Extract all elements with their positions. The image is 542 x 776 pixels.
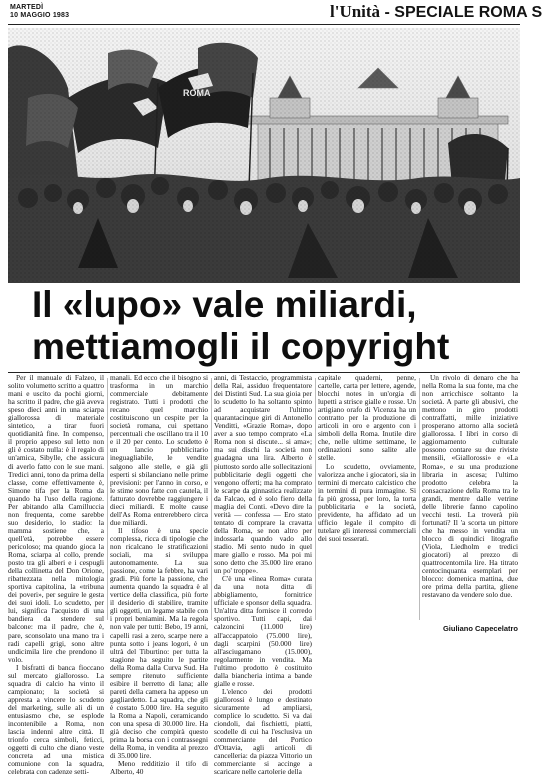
paragraph: anni, di Testaccio, programmista della Rai, assiduo frequentatore dei Distinti Sud. La sua gioia per lo scudetto lo ha soltanto spinto ad acquistare l'ultimo quarantacinque giri di Antonello Venditti, «Grazie Roma», dopo aver a suo tempo comprato «La Roma non si discute... si ama»; ma sui dischi la società non guadagna una lira. Alberto è piuttosto sordo alle sollecitazioni pubblicitarie degli oggetti che vengono offerti; ma ha comprato le scarpe da ginnastica realizzate da Falcao, ed è solo fiero della maglia dei Conti. «Devo dire la verità — confessa — Ero stato tentato di comprare la cravatta della Roma, se non altro per indossarla quando vado allo stadio. Mi sento nudo in quel mare giallo e rosso. Ma poi mi sono detto che 35.000 lire erano un po' troppe».	[214, 373, 312, 576]
column-divider	[419, 378, 420, 620]
column-divider	[211, 378, 212, 620]
paragraph: Un rivolo di denaro che ha nella Roma la sua fonte, ma che non arricchisce soltanto la società. A parte gli abusivi, che mettono in giro prodotti contraffatti, mille iniziative prosperano attorno alla società giallorossa. I libri in corso di aggiornamento culturale possono contare su due riviste mensili, «Giallorossi» e «La Roma», e su una produzione libraria in ascesa; l'ultimo prodotto celebra la consacrazione della Roma tra le grandi, mentre dalle vetrine delle librerie fanno capolino vecchi testi. La troverà più fortunati? Il 'a scorta un pittore che ha messo in vendita un blocco di quindici litografie (Viola, Liedholm e tredici giocatori) al prezzo di quattrocentomila lire. Ha titrato centocinquanta esemplari per blocco: domenica mattina, due ore prima della partita, gliene restavano da vendere solo due.	[422, 373, 518, 600]
masthead	[330, 2, 542, 23]
column-divider	[315, 378, 316, 620]
author-byline: Giuliano Capecelatro	[442, 624, 518, 633]
paragraph: C'è una «linea Roma» curata da una nota ditta di abbigliamento, fornitrice ufficiale e sponsor della squadra. Un'altra ditta fornisce il corredo sportivo. Tutti capi, dai calzoncini (11.000 lire) all'accappatoio (75.000 lire), dagli scarpini (50.000 lire) all'asciugamano (15.000), regolarmente in vendita. Ma l'ultimo prodotto è costituito dalla biancheria intima a bande gialle e rosse.	[214, 574, 312, 688]
paragraph: manali. Ed ecco che il bisogno si trasforma in un marchio commerciale debitamente registrato. Tutti i prodotti che recano quel marchio costituiscono un cespite per la società romana, cui spettano percentuali che oscillano tra il 10 e il 20 per cento. Lo scudetto è un lancio pubblicitario ineguagliabile, le vendite salgono alle stelle, e già gli esperti si sbilanciano nelle prime previsioni: per l'anno in corso, e le stime sono fatte con cautela, il fatturato dovrebbe raggiungere i dieci miliardi. E molte cause dell'As Roma entrerebbero circa due miliardi.	[110, 373, 208, 527]
fans-celebration-photo	[8, 28, 520, 283]
column-divider	[107, 378, 108, 620]
issue-full-date: 10 MAGGIO 1983	[10, 12, 70, 19]
article-column-2	[110, 373, 208, 776]
section-title: - SPECIALE ROMA S	[384, 4, 542, 21]
article-column-5	[422, 374, 518, 622]
paragraph: L'elenco dei prodotti giallorossi è lungo e destinato sicuramente ad ampliarsi, complice lo scudetto. Si va dai ciondoli, dai fischietti, piatti, scodelle di cui ha l'esclusiva un commerciante del Portico d'Ottavia, agli articoli di cancelleria: da piazza Vittorio un commerciante si accinge a scaricare nelle cartolerie della	[214, 686, 312, 776]
paragraph: Lo scudetto, ovviamente, valorizza anche i giocatori, sia in termini di mercato calcistico che in termini di pura immagine. Si fa più grossa, per loro, la torta pubblicitaria e la società, previdente, ha affidato ad un ufficio legale il compito di tutelare gli interessi commerciali dei suoi tesserati.	[318, 461, 416, 543]
masthead-rule	[8, 24, 520, 25]
paragraph: Meno redditizio il tifo di Alberto, 40	[110, 759, 208, 776]
paragraph: Per il manuale di Falzeo, il solito volumetto scritto a quattro mani e uscito da pochi giorni, ha scritto il padre, che già aveva speso dieci anni in una sciarpa giallorossa di materiale sintetico, a tirar fuori quotidianità fine. In compenso, il proprio appeso sul letto non gli è costato nulla: è il regalo di un'amica, Sibylle, che assicura di averlo fatto con le sue mani. Tredici anni, tono da prima della classe, come effettivamente è, Simone tifa per la Roma da quando ha l'uso della ragione. Per abitando alla Camilluccia non frequenta, come sarebbe suo desiderio, lo stadio: la mamma sostiene che, a quell'età, potrebbe essere pericoloso; ma quando gioca la Roma, sciarpa al collo, prende posto tra gli alberi e i cespugli della collinetta del Don Orione, ribattezzata nella mitologia sportiva capitolina, la «tribuna dei poveri», per seguire le gesta dei suoi idoli. Lo scudetto, per lui, significa l'acquisto di una bandiera da stendere sul balcone: ma il padre, che è, pare, sconsolato una mano tra i radi capelli grigi, sono altre undicimila lire che prendono il volo.	[8, 373, 104, 664]
paragraph: capitale quaderni, penne, cartelle, carta per lettere, agende, blocchi notes in un'orgia di lupetti a strisce gialle e rosse. Un artigiano orafo di Vicenza ha un contratto per la produzione di articoli in oro e argento con i simboli della Roma. Inutile dire che, nelle ultime settimane, le ordinazioni sono salite alle stelle.	[318, 373, 416, 463]
article-column-4	[318, 374, 416, 622]
headline-line-2: mettiamogli il copyright	[32, 326, 450, 367]
article-column-1	[8, 373, 104, 776]
paragraph: I bisfratti di banca fioccano sul mercato giallorosso. La squadra di calcio ha vinto il campionato; la società si appresta a vincere lo scudetto del marketing, sulle ali di un entusiasmo che, se esplode incontenibile a Roma, non lascia indenni altre città. Il trionfo cerca simboli, feticci, oggetti di culto che diano veste concreta ad una mistica comunione con la squadra, celebrata con cadenze setti-	[8, 662, 104, 776]
headline-line-1: Il «lupo» vale miliardi,	[32, 284, 417, 325]
issue-date	[10, 4, 69, 20]
article-column-3	[214, 373, 312, 776]
newspaper-name: l'Unità	[330, 2, 381, 21]
issue-day: MARTEDÌ	[10, 4, 44, 11]
paragraph: Il tifoso è una specie complessa, ricca di tipologie che non ricalcano le stratificazioni sociali, ma si sviluppa autonomamente. La sua passione, come la febbre, ha vari gradi. Più forte la passione, che aumenta quando la squadra è al vertice della classifica, più forte il desiderio di stabilire, tramite gli oggetti, un legame stabile con i propri beniamini. Ma la regola non vale per tutti: Bebo, 19 anni, capelli rasi a zero, scarpe nere a punta sotto i jeans logori, è un ultrà del Tiburtino: per tutta la stagione ha seguito le partite della Roma dalla Curva Sud. Ha sempre ritenuto sufficiente esibire il berretto di lana; alle pareti della camera ha appeso un gagliardetto. La squadra, che gli è costato 5.000 lire. Ha seguito la Roma a Napoli, ceramicando con una spesa di 30.000 lire. Ha già deciso che compirà questo prima la borsa con i contrassegni della Roma, in vendita al prezzo di 35.000 lire.	[110, 525, 208, 761]
